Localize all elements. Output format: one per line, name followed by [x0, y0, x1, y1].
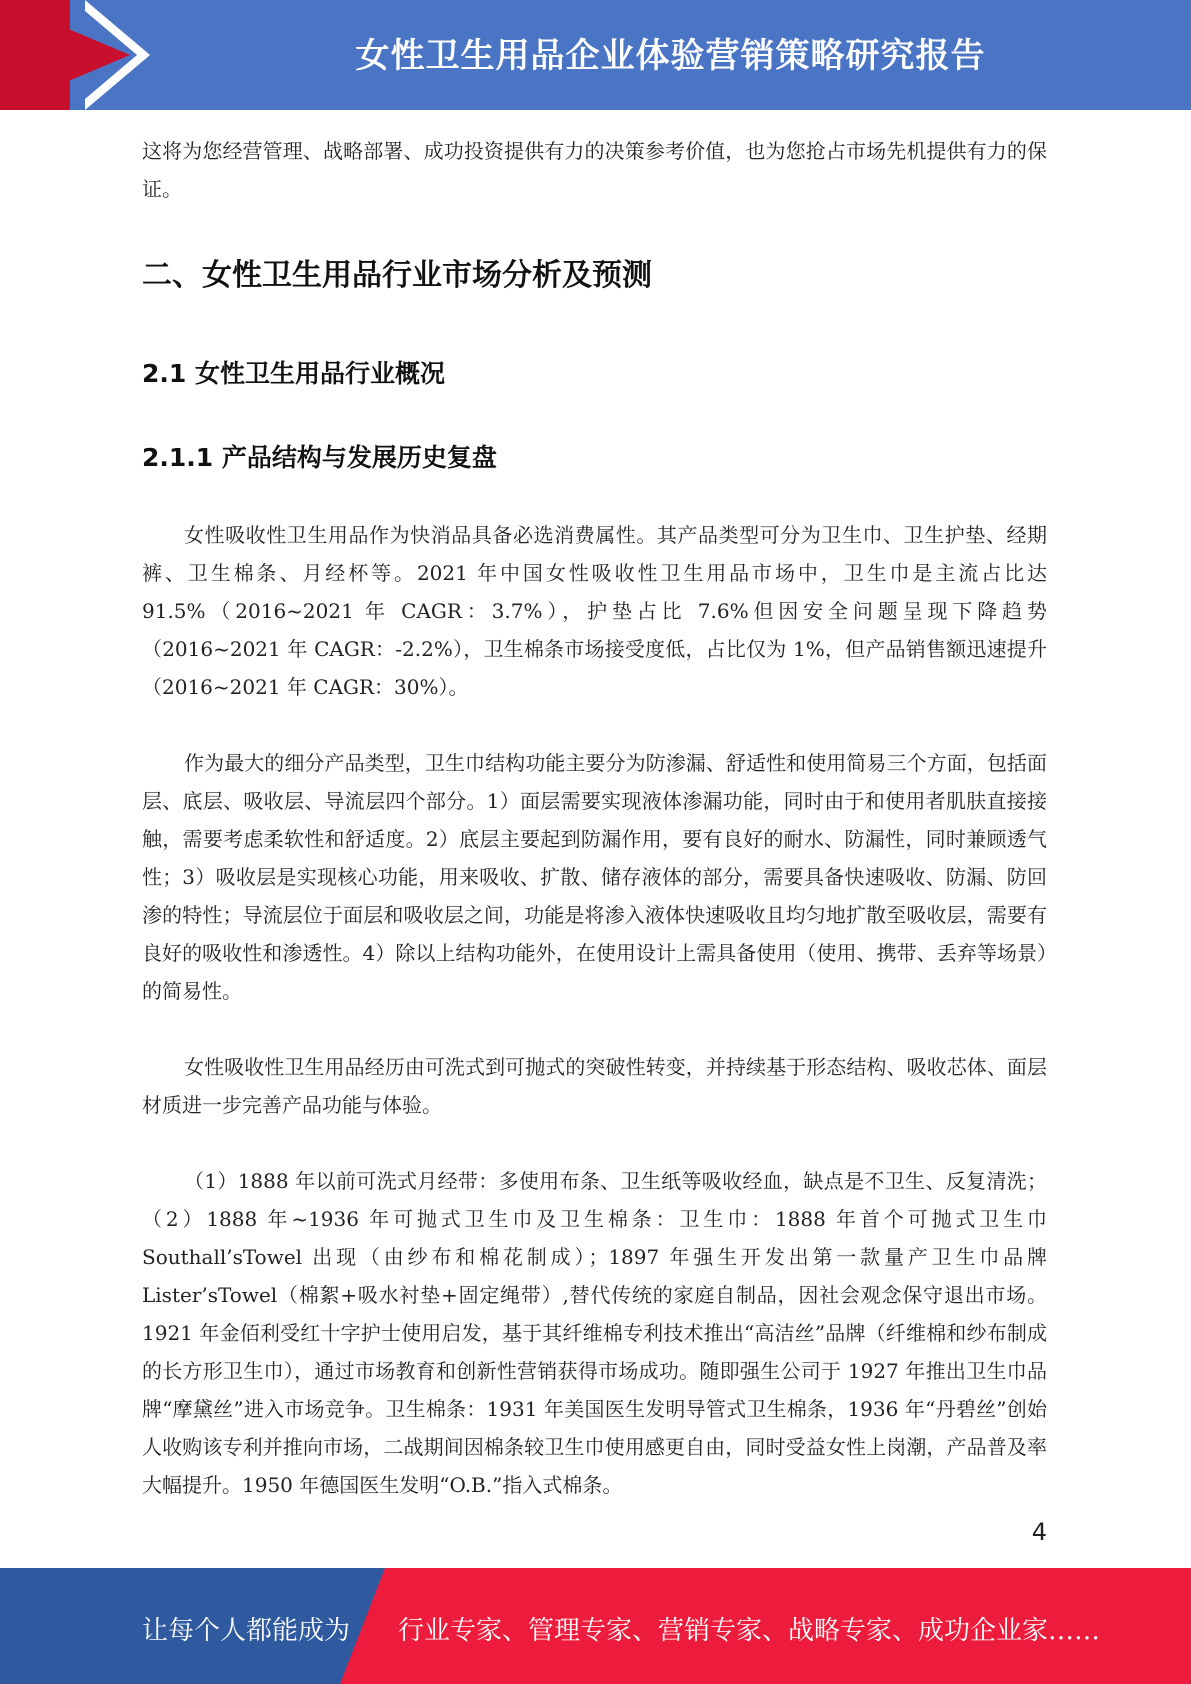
section-title: 二、女性卫生用品行业市场分析及预测 — [142, 258, 652, 293]
header-red-chevron — [0, 0, 130, 110]
footer-slogan-right: 行业专家、管理专家、营销专家、战略专家、成功企业家…… — [398, 1616, 1101, 1646]
body-paragraph: 女性吸收性卫生用品经历由可洗式到可抛式的突破性转变，并持续基于形态结构、吸收芯体、面层材质进一步完善产品功能与体验。 — [142, 1055, 1047, 1117]
footer-slogan-left: 让每个人都能成为 — [142, 1616, 351, 1646]
body-paragraph: （1）1888 年以前可洗式月经带：多使用布条、卫生纸等吸收经血，缺点是不卫生、反复清洗；（2）1888 年~1936 年可抛式卫生巾及卫生棉条：卫生巾：1888 年首个可抛式卫生巾 Southall’sTowel 出现（由纱布和棉花制成）；1897 年强生开发出第一款量产卫生巾品牌 Lister’sTowel（棉絮+吸水衬垫+固定绳带）,替代传统的家庭自制品，因社会观念保守退出市场。1921 年金佰利受红十字护士使用启发，基于其纤维棉专利技术推出“高洁丝”品牌（纤维棉和纱布制成的长方形卫生巾），通过市场教育和创新性营销获得市场成功。随即强生公司于 1927 年推出卫生巾品牌“摩黛丝”进入市场竞争。卫生棉条：1931 年美国医生发明导管式卫生棉条，1936 年“丹碧丝”创始人收购该专利并推向市场，二战期间因棉条较卫生巾使用感更自由，同时受益女性上岗潮，产品普及率大幅提升。1950 年德国医生发明“O.B.”指入式棉条。 — [142, 1169, 1047, 1497]
intro-paragraph: 这将为您经营管理、战略部署、成功投资提供有力的决策参考价值，也为您抢占市场先机提供有力的保证。 — [142, 139, 1047, 201]
body-paragraph: 作为最大的细分产品类型，卫生巾结构功能主要分为防渗漏、舒适性和使用简易三个方面，包括面层、底层、吸收层、导流层四个部分。1）面层需要实现液体渗漏功能，同时由于和使用者肌肤直接接触，需要考虑柔软性和舒适度。2）底层主要起到防漏作用，要有良好的耐水、防漏性，同时兼顾透气性；3）吸收层是实现核心功能，用来吸收、扩散、储存液体的部分，需要具备快速吸收、防漏、防回渗的特性；导流层位于面层和吸收层之间，功能是将渗入液体快速吸收且均匀地扩散至吸收层，需要有良好的吸收性和渗透性。4）除以上结构功能外，在使用设计上需具备使用（使用、携带、丢弃等场景）的简易性。 — [142, 751, 1047, 1003]
page-content — [142, 132, 1047, 1504]
subsection-title: 2.1 女性卫生用品行业概况 — [142, 359, 445, 388]
subsubsection-title: 2.1.1 产品结构与发展历史复盘 — [142, 443, 497, 472]
page-footer — [0, 1568, 1191, 1684]
page-number: 4 — [1031, 1518, 1047, 1546]
page-header — [0, 0, 1191, 110]
report-title: 女性卫生用品企业体验营销策略研究报告 — [355, 36, 986, 76]
body-paragraph: 女性吸收性卫生用品作为快消品具备必选消费属性。其产品类型可分为卫生巾、卫生护垫、经期裤、卫生棉条、月经杯等。2021 年中国女性吸收性卫生用品市场中，卫生巾是主流占比达 91.5%（2016~2021 年 CAGR：3.7%），护垫占比 7.6%但因安全问题呈现下降趋势（2016~2021 年 CAGR：-2.2%），卫生棉条市场接受度低，占比仅为 1%，但产品销售额迅速提升（2016~2021 年 CAGR：30%）。 — [142, 523, 1047, 699]
